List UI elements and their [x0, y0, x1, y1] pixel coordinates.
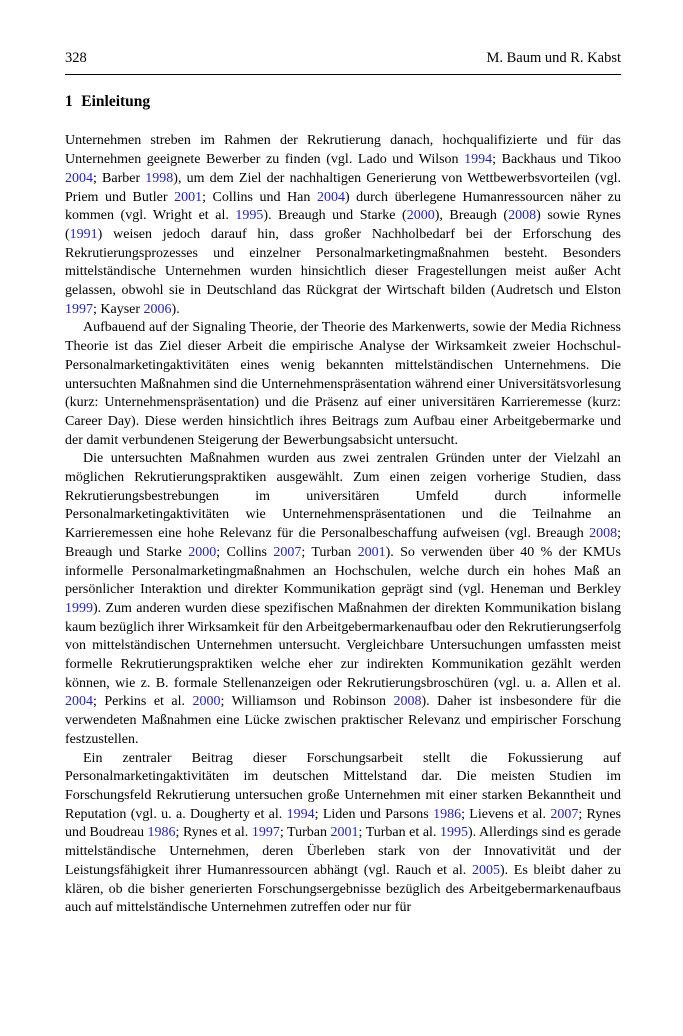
- text-run: ; Williamson und Robinson: [220, 694, 394, 710]
- page-number: 328: [65, 50, 87, 66]
- text-run: Die untersuchten Maßnahmen wurden aus zwei zentralen Gründen unter der Vielzahl an möglichen Rekrutierungspraktiken ausgewählt. Zum einen zeigen vorherige Studien, dass Rekrutierungsbestrebungen im universitären Umfeld durch informelle Personalmarketingaktivitäten wie Unternehmenspräsentationen und die Teilnahme an Karrieremessen eine hohe Relevanz für die Personalbeschaffung aufweisen (vgl. Breaugh: [65, 451, 621, 542]
- citation-year-link[interactable]: 1991: [69, 226, 98, 242]
- citation-year-link[interactable]: 1986: [433, 806, 462, 822]
- text-run: ) weisen jedoch darauf hin, dass großer Nachholbedarf bei der Erforschung des Rekrutierungsprozesses und einzelner Personalmarketingmaßnahmen besteht. Besonders mittelständische Unternehmen wurden hinsichtlich dieser Fragestellungen meist außer Acht gelassen, obwohl sie in Deutschland das Rückgrat der Wirtschaft bilden (Audretsch und Elston: [65, 226, 621, 299]
- text-run: ; Collins: [216, 544, 274, 560]
- text-run: Aufbauend auf der Signaling Theorie, der Theorie des Markenwerts, sowie der Media Richness Theorie ist das Ziel dieser Arbeit die empirische Analyse der Wirksamkeit zweier Hochschul-Personalmarketingaktivitäten eines wenig bekannten mittelständischen Unternehmens. Die untersuchten Maßnahmen sind die Unternehmenspräsentation während einer Universitätsvorlesung (kurz: Unternehmenspräsentation) und die Präsenz auf einer universitären Karrieremesse (kurz: Career Day). Diese werden hinsichtlich ihres Beitrags zum Aufbau einer Arbeitgebermarke und der damit verbundenen Steigerung der Bewerbungsabsicht untersucht.: [65, 320, 621, 448]
- article-body: [65, 132, 621, 918]
- text-run: ; Turban: [301, 544, 358, 560]
- text-run: ). Zum anderen wurden diese spezifischen Maßnahmen der direkten Kommunikation bislang kaum bezüglich ihrer Wirksamkeit für den Arbeitgebermarkenaufbau oder den Rekrutierungserfolg von mittelständischen Unternehmen untersucht. Vergleichbare Untersuchungen umfassten meist formelle Rekrutierungspraktiken welche eher zur indirekten Kommunikation gezählt werden können, wie z. B. formale Stellenanzeigen oder Rekrutierungsbroschüren (vgl. u. a. Allen et al.: [65, 600, 621, 691]
- text-run: ), Breaugh (: [434, 208, 509, 224]
- citation-year-link[interactable]: 2001: [174, 189, 203, 205]
- text-run: ; Kayser: [93, 301, 144, 317]
- text-run: ) sowie Rynes (: [65, 208, 621, 242]
- text-run: ; Turban et al.: [358, 825, 440, 841]
- citation-year-link[interactable]: 2004: [65, 170, 93, 186]
- citation-year-link[interactable]: 2007: [550, 806, 579, 822]
- citation-year-link[interactable]: 2000: [188, 544, 217, 560]
- citation-year-link[interactable]: 1998: [145, 170, 174, 186]
- citation-year-link[interactable]: 2001: [330, 825, 359, 841]
- citation-year-link[interactable]: 2004: [316, 189, 345, 205]
- text-run: ). Daher ist insbesondere für die verwendeten Maßnahmen eine Lücke zwischen praktischer Relevanz und empirischer Forschung festzustellen.: [65, 694, 622, 747]
- text-run: ; Perkins et al.: [93, 694, 193, 710]
- citation-year-link[interactable]: 2008: [508, 208, 537, 224]
- text-run: ). Breaugh und Starke (: [263, 208, 407, 224]
- text-run: ). Allerdings sind es gerade mittelständische Unternehmen, deren Überleben stark von der Innovativität und der Leistungsfähigkeit ihrer Humanressourcen abhängt (vgl. Rauch et al.: [65, 825, 622, 878]
- citation-year-link[interactable]: 2004: [65, 694, 93, 710]
- page-header: [65, 0, 621, 65]
- citation-year-link[interactable]: 1995: [440, 825, 468, 841]
- text-run: ; Backhaus und Tikoo: [492, 152, 621, 168]
- text-run: ; Turban: [279, 825, 331, 841]
- citation-year-link[interactable]: 1994: [464, 152, 493, 168]
- running-title: M. Baum und R. Kabst: [486, 50, 621, 66]
- text-run: ; Liden und Parsons: [314, 806, 434, 822]
- text-run: ). So verwenden über 40 % der KMUs informelle Personalmarketingmaßnahmen an Hochschulen, welche durch ein hohes Maß an persönlicher Interaktion und direkter Kommunikation geprägt sind (vgl. Heneman und Berkley: [65, 544, 621, 598]
- citation-year-link[interactable]: 2008: [589, 526, 618, 542]
- page-content-column: [65, 0, 621, 918]
- paragraph: [65, 750, 621, 918]
- text-run: ; Breaugh und Starke: [65, 526, 621, 560]
- citation-year-link[interactable]: 1997: [65, 301, 93, 317]
- text-run: ).: [171, 301, 180, 317]
- text-run: Ein zentraler Beitrag dieser Forschungsarbeit stellt die Fokussierung auf Personalmarketingaktivitäten im deutschen Mittelstand dar. Die meisten Studien im Forschungsfeld Rekrutierung untersuchen große Unternehmen mit einer starken Bekanntheit und Reputation (vgl. u. a. Dougherty et al.: [65, 750, 621, 822]
- citation-year-link[interactable]: 2001: [357, 544, 386, 560]
- citation-year-link[interactable]: 1994: [286, 806, 315, 822]
- paragraph: [65, 319, 621, 450]
- citation-year-link[interactable]: 2007: [273, 544, 302, 560]
- paragraph: [65, 450, 621, 749]
- text-run: ; Barber: [93, 170, 146, 186]
- header-rule: [65, 74, 621, 75]
- text-run: ; Rynes et al.: [175, 825, 252, 841]
- citation-year-link[interactable]: 2005: [471, 862, 500, 878]
- paragraph: [65, 132, 621, 319]
- citation-year-link[interactable]: 1986: [147, 825, 176, 841]
- text-run: Unternehmen streben im Rahmen der Rekrutierung danach, hochqualifizierte und für das Unternehmen geeignete Bewerber zu finden (vgl. Lado und Wilson: [65, 133, 621, 168]
- citation-year-link[interactable]: 2000: [192, 694, 221, 710]
- text-run: ; Lievens et al.: [461, 806, 551, 822]
- text-run: ; Rynes und Boudreau: [65, 806, 621, 841]
- section-number: 1: [65, 93, 73, 111]
- citation-year-link[interactable]: 1997: [251, 825, 280, 841]
- section-heading: [65, 94, 621, 110]
- text-run: ; Collins und Han: [202, 189, 317, 205]
- text-run: ) durch überlegene Humanressourcen näher zu kommen (vgl. Wright et al.: [65, 189, 621, 224]
- citation-year-link[interactable]: 2006: [143, 301, 172, 317]
- citation-year-link[interactable]: 1995: [235, 208, 264, 224]
- text-run: ), um dem Ziel der nachhaltigen Generierung von Wettbewerbsvorteilen (vgl. Priem und Butler: [65, 170, 621, 205]
- citation-year-link[interactable]: 2008: [393, 694, 422, 710]
- citation-year-link[interactable]: 1999: [65, 600, 93, 616]
- section-title: Einleitung: [81, 93, 151, 111]
- citation-year-link[interactable]: 2000: [406, 208, 435, 224]
- text-run: ). Es bleibt daher zu klären, ob die bisher generierten Forschungsergebnisse bezüglich des Arbeitgebermarkenaufbaus auch auf mittelständische Unternehmen zutreffen oder nur für: [65, 862, 621, 916]
